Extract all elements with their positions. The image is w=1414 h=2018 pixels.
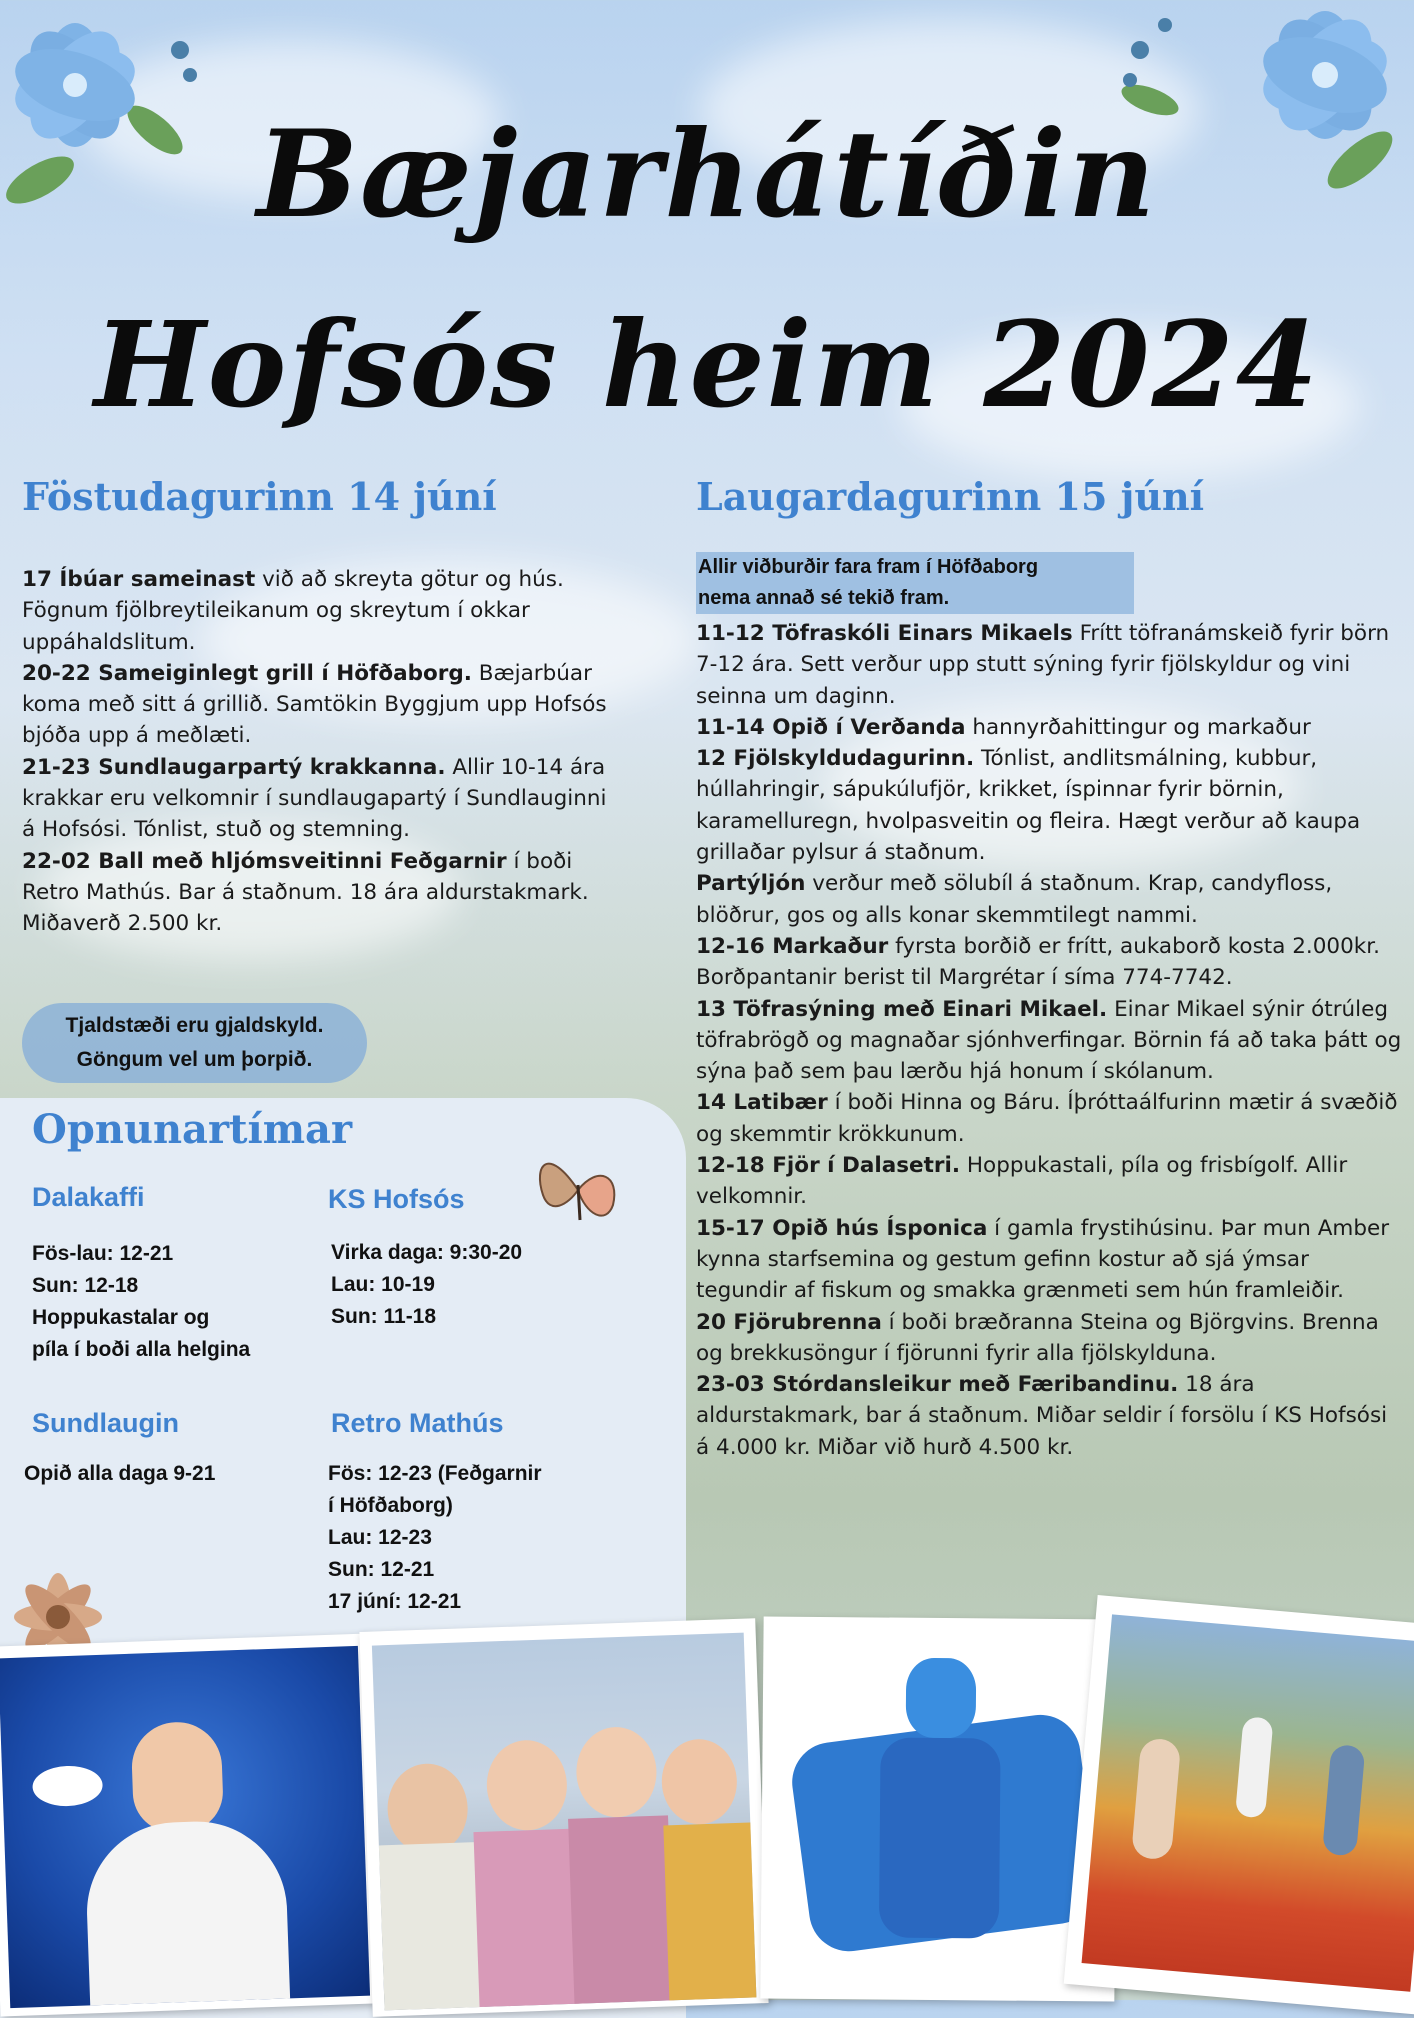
list-item: 15-17 Opið hús Ísponica í gamla frystihúsinu. Þar mun Amber kynna starfsemina og gestum gefinn kostur að sjá ýmsar tegundir af fiskum og smakka grænmeti sem hún framleiðir. <box>696 1215 1390 1304</box>
hours-dalakaffi: Fös-lau: 12-21 Sun: 12-18 Hoppukastalar og píla í boði alla helgina <box>32 1242 251 1361</box>
place-dalakaffi: Dalakaffi <box>32 1182 145 1212</box>
place-retro-mathus: Retro Mathús <box>331 1408 504 1438</box>
hours-retro-mathus: Fös: 12-23 (Feðgarnir í Höfðaborg) Lau: 12-23 Sun: 12-21 17 júní: 12-21 <box>328 1462 542 1613</box>
butterfly-icon <box>528 1135 628 1235</box>
photo-sportacus <box>760 1616 1117 2001</box>
camping-notice: Tjaldstæði eru gjaldskyld. Göngum vel um þorpið. <box>22 1003 367 1083</box>
photo-magician <box>0 1633 380 2016</box>
photo-bouncy-castle <box>1064 1595 1414 2015</box>
place-sundlaugin: Sundlaugin <box>32 1408 179 1438</box>
list-item: 20 Fjörubrenna í boði bræðranna Steina og Björgvins. Brenna og brekkusöngur í fjörunni fyrir alla fjölskylduna. <box>696 1309 1379 1366</box>
page-title-line-1: Bæjarhátíðin <box>256 104 1158 245</box>
photo-children <box>359 1618 768 2017</box>
hours-sundlaugin: Opið alla daga 9-21 <box>24 1462 216 1485</box>
list-item: 12-16 Markaður fyrsta borðið er frítt, aukaborð kosta 2.000kr. Borðpantanir berist til Margrétar í síma 774-7742. <box>696 933 1380 991</box>
saturday-events <box>696 618 1404 1463</box>
page-title-line-2: Hofsós heim 2024 <box>94 295 1320 434</box>
list-item: 11-14 Opið í Verðanda hannyrðahittingur og markaður <box>696 714 1311 740</box>
saturday-heading: Laugardagurinn 15 júní <box>696 474 1205 519</box>
place-ks-hofsos: KS Hofsós <box>328 1184 465 1214</box>
friday-heading: Föstudagurinn 14 júní <box>22 474 497 519</box>
friday-events <box>22 564 622 940</box>
hours-ks-hofsos: Virka daga: 9:30-20 Lau: 10-19 Sun: 11-18 <box>331 1241 523 1328</box>
list-item: 12 Fjölskyldudagurinn. Tónlist, andlitsmálning, kubbur, húllahringir, sápukúlufjör, krikket, íspinnar fyrir börnin, karamelluregn, hvolpasveitin og fleira. Hægt verður að kaupa grillaðar pylsur á staðnum. <box>696 746 1361 866</box>
list-item: 13 Töfrasýning með Einari Mikael. Einar Mikael sýnir ótrúleg töfrabrögð og magnaðar sjónhverfingar. Börnin fá að taka þátt og sýna það sem þau lærðu hjá honum í skólanum. <box>696 996 1402 1085</box>
location-note: Allir viðburðir fara fram í Höfðaborg nema annað sé tekið fram. <box>696 552 1134 614</box>
list-item: 17 Íbúar sameinast við að skreyta götur og hús. Fögnum fjölbreytileikanum og skreytum í okkar uppáhaldslitum. <box>22 567 564 655</box>
list-item: 23-03 Stórdansleikur með Færibandinu. 18 ára aldurstakmark, bar á staðnum. Miðar seldir í forsölu í KS Hofsósi á 4.000 kr. Miðar við hurð 4.500 kr. <box>696 1372 1388 1460</box>
list-item: 12-18 Fjör í Dalasetri. Hoppukastali, píla og frisbígolf. Allir velkomnir. <box>696 1153 1348 1210</box>
list-item: Partýljón verður með sölubíl á staðnum. Krap, candyfloss, blöðrur, gos og alls konar skemmtilegt nammi. <box>696 871 1333 928</box>
list-item: 21-23 Sundlaugarpartý krakkanna. Allir 10-14 ára krakkar eru velkomnir í sundlaugapartý í Sundlauginni á Hofsósi. Tónlist, stuð og stemning. <box>22 754 607 843</box>
list-item: 22-02 Ball með hljómsveitinni Feðgarnir í boði Retro Mathús. Bar á staðnum. 18 ára aldurstakmark. Miðaverð 2.500 kr. <box>22 848 589 937</box>
opening-hours-title: Opnunartímar <box>32 1106 353 1153</box>
list-item: 20-22 Sameiginlegt grill í Höfðaborg. Bæjarbúar koma með sitt á grillið. Samtökin Byggjum upp Hofsós bjóða upp á meðlæti. <box>22 660 607 749</box>
list-item: 14 Latibær í boði Hinna og Báru. Íþróttaálfurinn mætir á svæðið og skemmtir krökkunum. <box>696 1090 1398 1147</box>
list-item: 11-12 Töfraskóli Einars Mikaels Frítt töfranámskeið fyrir börn 7-12 ára. Sett verður upp stutt sýning fyrir fjölskyldur og vini seinna um daginn. <box>696 621 1390 709</box>
